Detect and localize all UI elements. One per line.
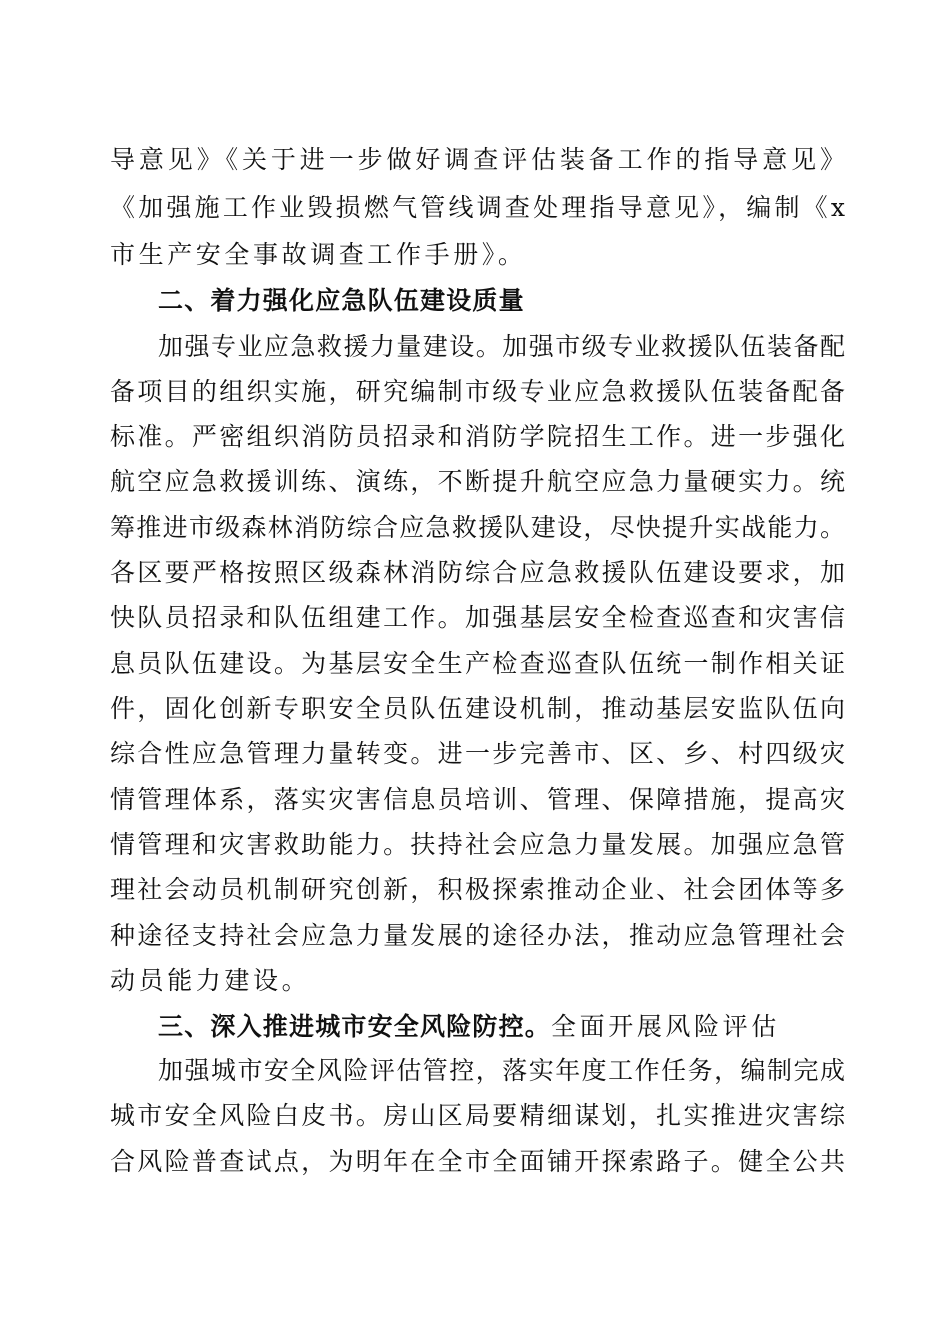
section-2-line-6: 各区要严格按照区级森林消防综合应急救援队伍建设要求，加	[110, 558, 845, 587]
section-2-line-10: 综合性应急管理力量转变。进一步完善市、区、乡、村四级灾	[110, 739, 845, 768]
section-2-line-13: 理社会动员机制研究创新，积极探索推动企业、社会团体等多	[110, 875, 845, 904]
section-3-line-2: 城市安全风险白皮书。房山区局要精细谋划，扎实推进灾害综	[110, 1101, 845, 1130]
section-2-line-8: 息员队伍建设。为基层安全生产检查巡查队伍统一制作相关证	[110, 649, 845, 678]
section-3-heading: 三、深入推进城市安全风险防控。	[158, 1012, 552, 1041]
section-2-line-9: 件，固化创新专职安全员队伍建设机制，推动基层安监队伍向	[110, 694, 845, 723]
section-3-heading-tail: 全面开展风险评估	[551, 1012, 780, 1041]
section-3-line-3: 合风险普查试点，为明年在全市全面铺开探索路子。健全公共	[110, 1147, 845, 1176]
section-2-line-1: 加强专业应急救援力量建设。加强市级专业救援队伍装备配	[158, 332, 845, 361]
intro-line-2: 《加强施工作业毁损燃气管线调查处理指导意见》，编制《x	[110, 193, 845, 222]
section-2-line-15: 动员能力建设。	[110, 966, 311, 995]
section-2-line-2: 备项目的组织实施，研究编制市级专业应急救援队伍装备配备	[110, 377, 845, 406]
intro-line-1: 导意见》《关于进一步做好调查评估装备工作的指导意见》	[110, 145, 845, 174]
section-3-line-1: 加强城市安全风险评估管控，落实年度工作任务，编制完成	[158, 1056, 845, 1085]
section-3-heading-row	[158, 1009, 845, 1045]
intro-line-3: 市生产安全事故调查工作手册》。	[110, 240, 527, 269]
section-2-line-11: 情管理体系，落实灾害信息员培训、管理、保障措施，提高灾	[110, 785, 845, 814]
section-2-line-5: 筹推进市级森林消防综合应急救援队建设，尽快提升实战能力。	[110, 513, 845, 542]
section-2-line-4: 航空应急救援训练、演练，不断提升航空应急力量硬实力。统	[110, 467, 845, 496]
section-2-line-3: 标准。严密组织消防员招录和消防学院招生工作。进一步强化	[110, 422, 845, 451]
section-2-line-14: 种途径支持社会应急力量发展的途径办法，推动应急管理社会	[110, 921, 845, 950]
section-2-line-12: 情管理和灾害救助能力。扶持社会应急力量发展。加强应急管	[110, 830, 845, 859]
section-2-line-7: 快队员招录和队伍组建工作。加强基层安全检查巡查和灾害信	[110, 603, 845, 632]
section-2-heading: 二、着力强化应急队伍建设质量	[158, 286, 525, 315]
